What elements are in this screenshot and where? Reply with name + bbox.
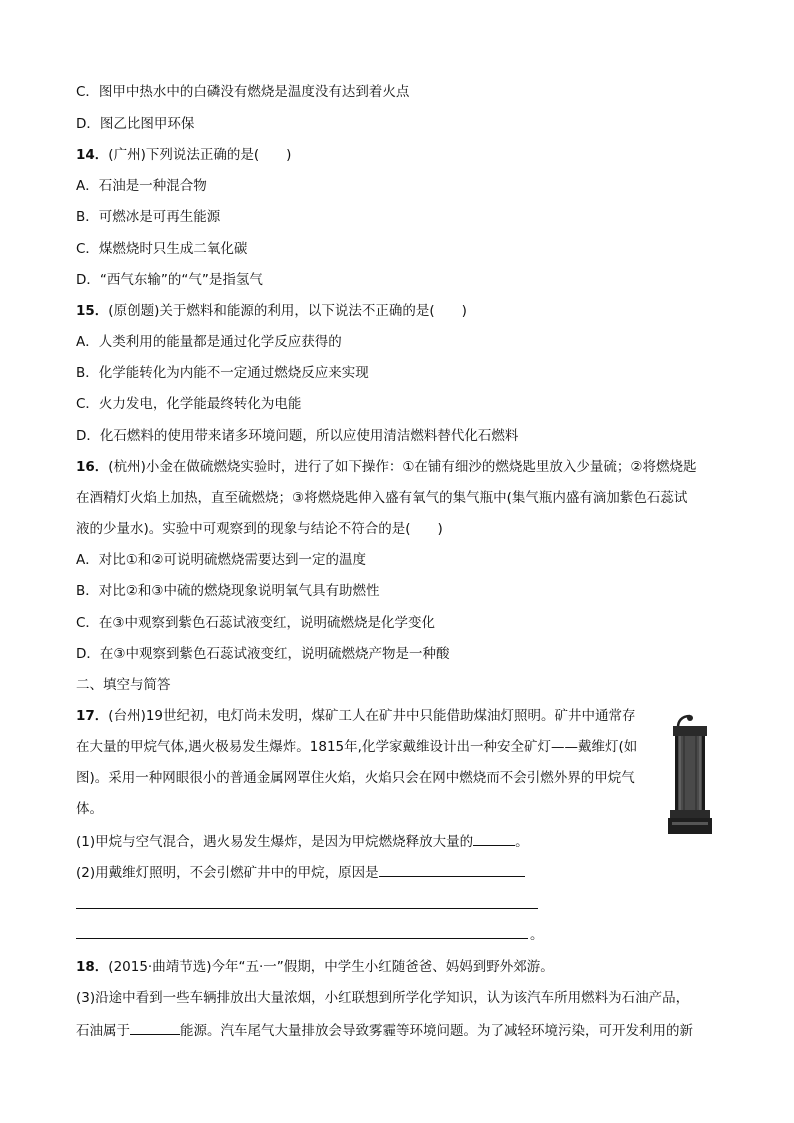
part1-end: 。 — [515, 834, 529, 850]
question-18-part3: (3)沿途中看到一些车辆排放出大量浓烟，小红联想到所学化学知识，认为该汽车所用燃料为石油产品， — [76, 990, 690, 1006]
option-b-q15: B．化学能转化为内能不一定通过燃烧反应来实现 — [76, 365, 369, 381]
section-heading: 二、填空与简答 — [76, 677, 171, 693]
option-d-q15: D．化石燃料的使用带来诸多环境问题，所以应使用清洁燃料替代化石燃料 — [76, 428, 519, 444]
question-stem: (2015·曲靖节选)今年“五·一”假期，中学生小红随爸爸、妈妈到野外郊游。 — [108, 959, 554, 975]
option-a-q14: A．石油是一种混合物 — [76, 178, 207, 194]
question-stem: (杭州)小金在做硫燃烧实验时，进行了如下操作：①在铺有细沙的燃烧匙里放入少量硫；②将燃烧匙 — [108, 459, 697, 475]
question-stem: (台州)19世纪初，电灯尚未发明，煤矿工人在矿井中只能借助煤油灯照明。矿井中通常存 — [108, 708, 636, 724]
question-16 — [76, 458, 697, 476]
option-a-q16: A．对比①和②可说明硫燃烧需要达到一定的温度 — [76, 552, 366, 568]
part3-prompt: 石油属于 — [76, 1023, 130, 1039]
question-15 — [76, 302, 467, 320]
answer-blank[interactable] — [130, 1021, 180, 1035]
option-d-q14: D．“西气东输”的“气”是指氢气 — [76, 272, 263, 288]
option-c-q13: C．图甲中热水中的白磷没有燃烧是温度没有达到着火点 — [76, 84, 410, 100]
question-stem: (原创题)关于燃料和能源的利用，以下说法不正确的是( ) — [108, 303, 467, 319]
option-b-q14: B．可燃冰是可再生能源 — [76, 209, 221, 225]
answer-end: 。 — [530, 927, 544, 943]
answer-line[interactable] — [76, 908, 538, 909]
part1-prompt: (1)甲烷与空气混合，遇火易发生爆炸，是因为甲烷燃烧释放大量的 — [76, 834, 474, 850]
question-number: 16． — [76, 459, 109, 475]
question-number: 18． — [76, 959, 109, 975]
part2-prompt: (2)用戴维灯照明，不会引燃矿井中的甲烷，原因是 — [76, 865, 379, 881]
question-17-line4: 体。 — [76, 801, 103, 817]
answer-blank[interactable] — [379, 863, 525, 877]
question-17-part1 — [76, 832, 529, 851]
question-14 — [76, 146, 291, 164]
option-b-q16: B．对比②和③中硫的燃烧现象说明氧气具有助燃性 — [76, 583, 380, 599]
question-stem: (广州)下列说法正确的是( ) — [108, 147, 292, 163]
option-d-q16: D．在③中观察到紫色石蕊试液变红，说明硫燃烧产物是一种酸 — [76, 646, 450, 662]
option-a-q15: A．人类利用的能量都是通过化学反应获得的 — [76, 334, 342, 350]
answer-line[interactable] — [76, 938, 528, 939]
option-d-q13: D．图乙比图甲环保 — [76, 116, 195, 132]
question-number: 15． — [76, 303, 109, 319]
question-16-line2: 在酒精灯火焰上加热，直至硫燃烧；③将燃烧匙伸入盛有氧气的集气瓶中(集气瓶内盛有滴加紫色石蕊试 — [76, 490, 688, 506]
answer-blank[interactable] — [473, 832, 515, 846]
davy-lamp-image — [664, 712, 716, 840]
question-18-part3-line2 — [76, 1021, 693, 1040]
question-18 — [76, 958, 554, 976]
question-17 — [76, 707, 636, 725]
question-17-line3: 图)。采用一种网眼很小的普通金属网罩住火焰，火焰只会在网中燃烧而不会引燃外界的甲烷气 — [76, 770, 635, 786]
question-17-line2: 在大量的甲烷气体,遇火极易发生爆炸。1815年,化学家戴维设计出一种安全矿灯——戴维灯(如 — [76, 739, 638, 755]
question-number: 17． — [76, 708, 109, 724]
question-17-part2 — [76, 863, 525, 882]
option-c-q16: C．在③中观察到紫色石蕊试液变红，说明硫燃烧是化学变化 — [76, 615, 436, 631]
option-c-q14: C．煤燃烧时只生成二氧化碳 — [76, 241, 248, 257]
option-c-q15: C．火力发电，化学能最终转化为电能 — [76, 396, 302, 412]
question-16-line3: 液的少量水)。实验中可观察到的现象与结论不符合的是( ) — [76, 521, 443, 537]
question-number: 14． — [76, 147, 109, 163]
part3-continuation: 能源。汽车尾气大量排放会导致雾霾等环境问题。为了减轻环境污染，可开发利用的新 — [180, 1023, 693, 1039]
